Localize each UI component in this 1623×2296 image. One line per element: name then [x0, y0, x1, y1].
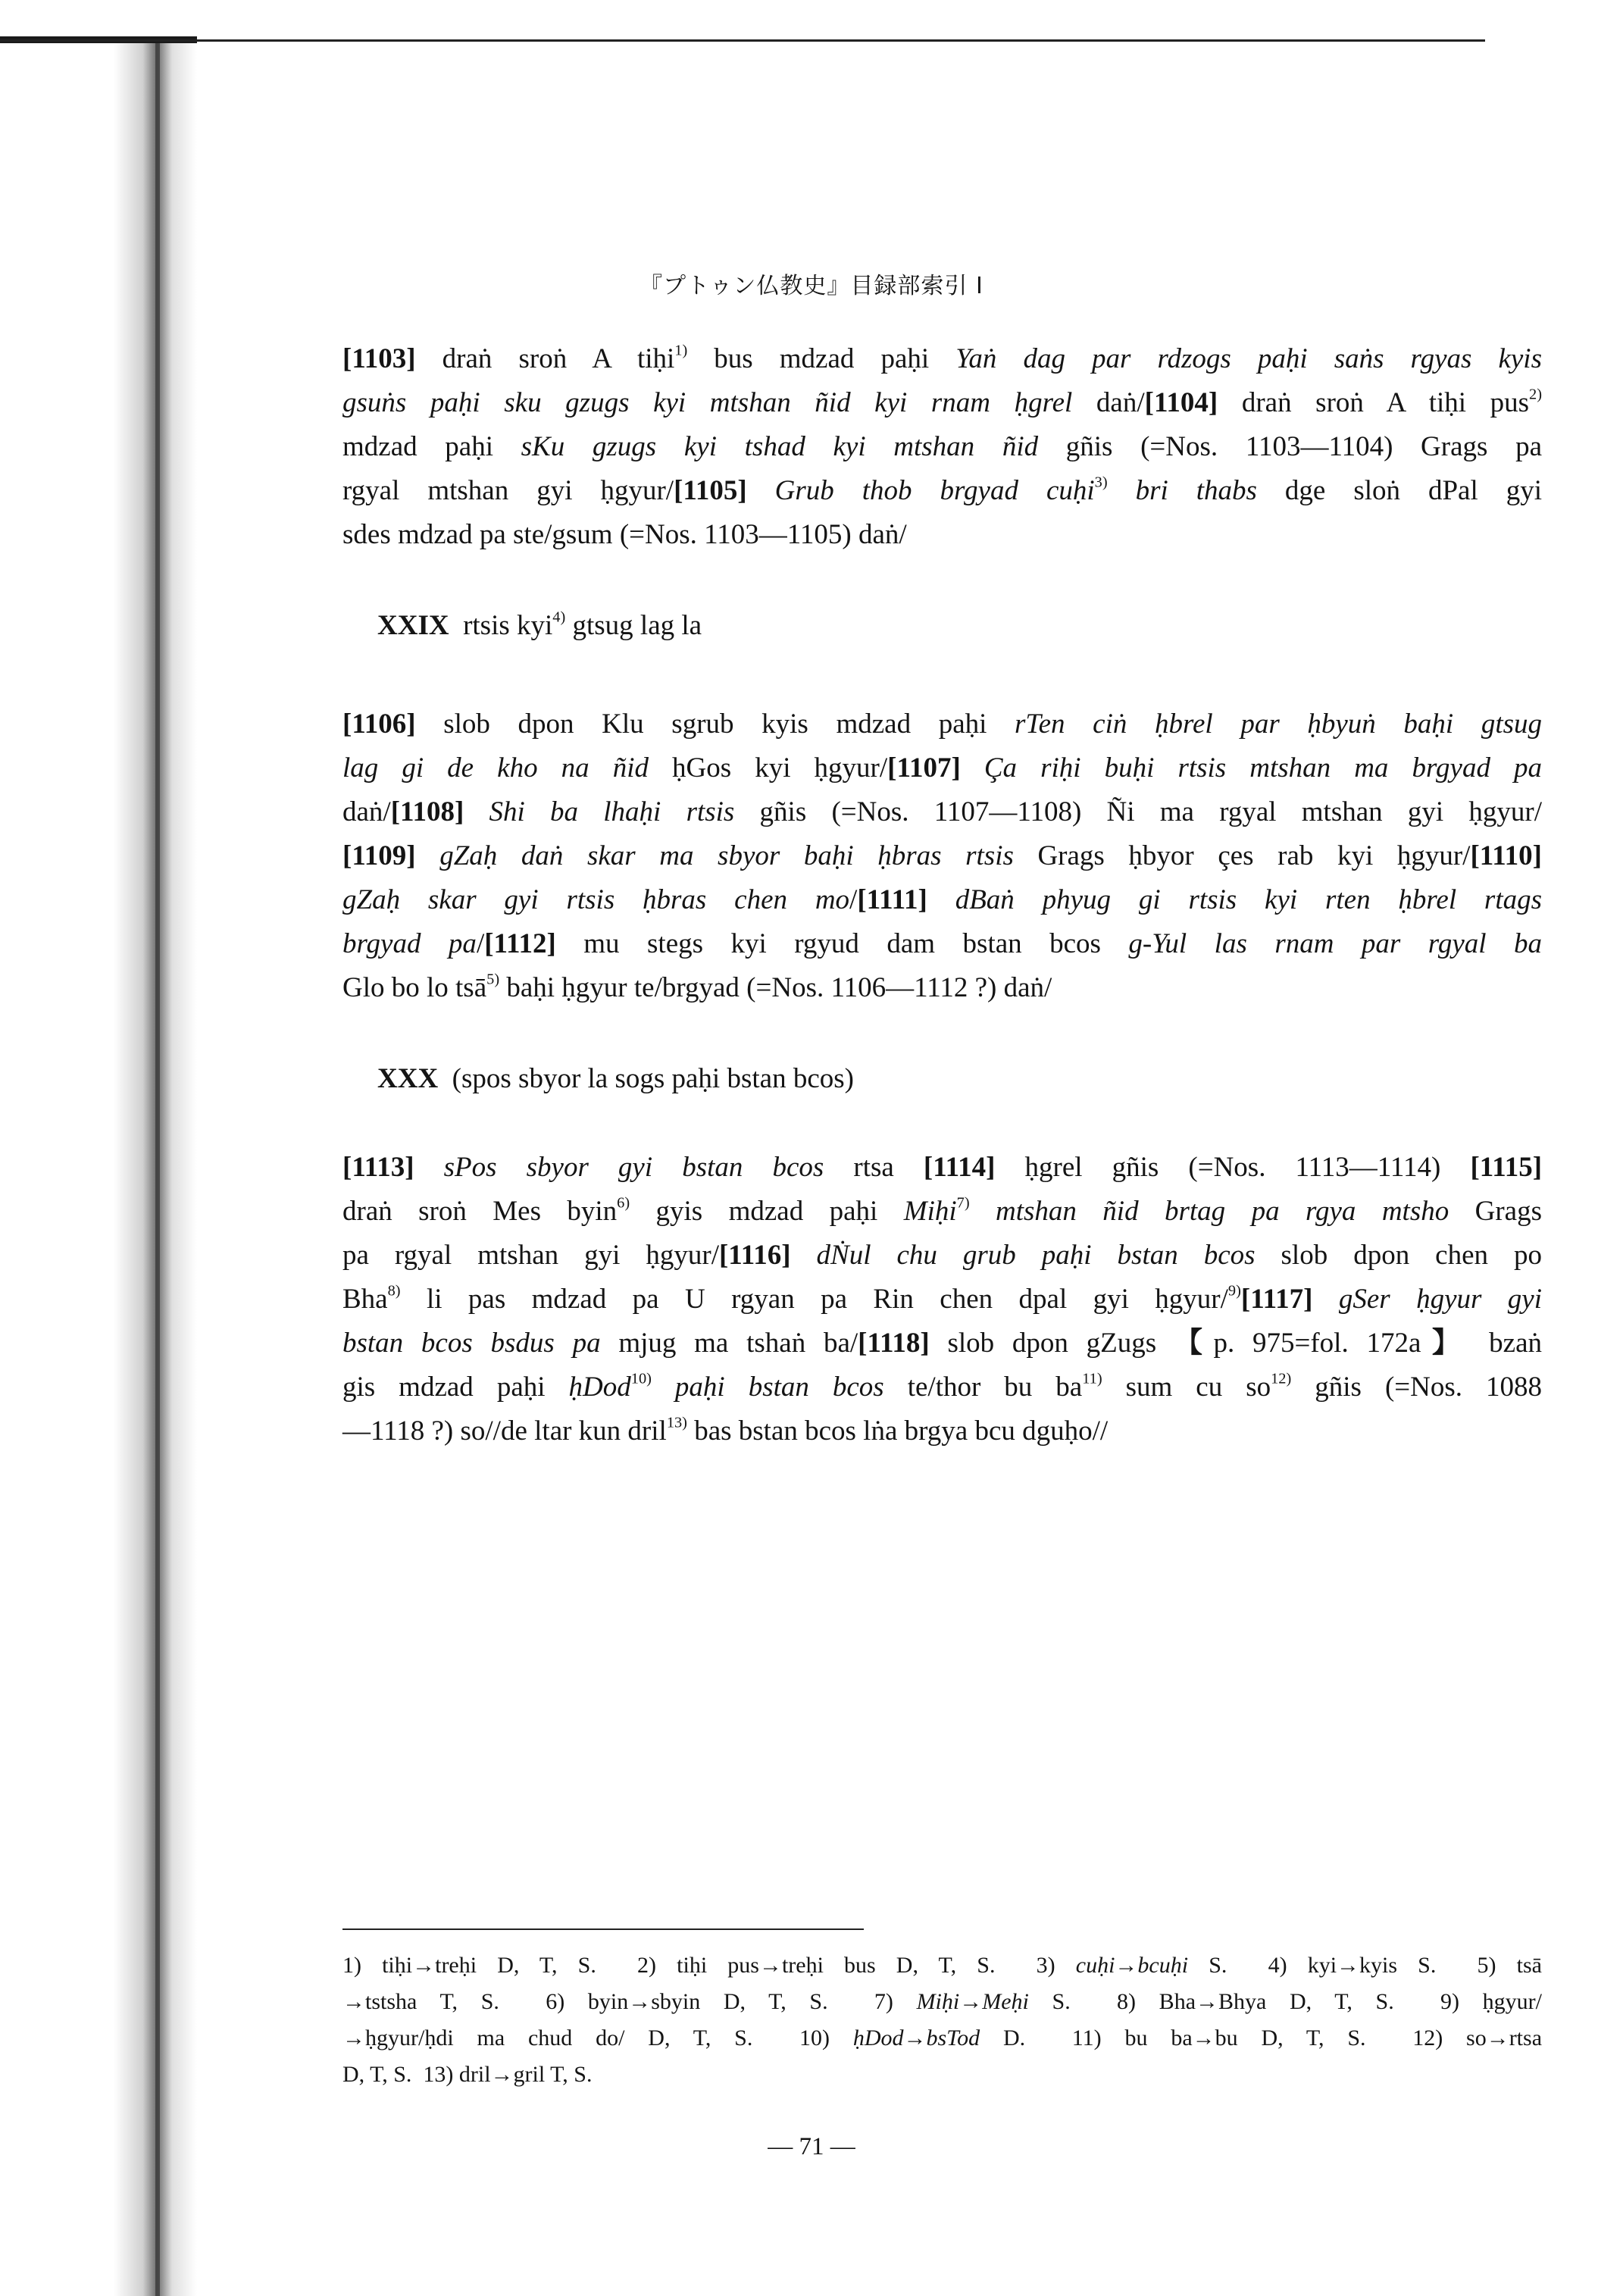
text-line	[342, 1322, 1542, 1365]
text-line	[342, 1947, 1542, 1984]
text-run: slob dpon chen po	[1255, 1240, 1543, 1271]
title-italic: sKu gzugs kyi tshad kyi mtshan ñid	[521, 431, 1039, 462]
section-title: rtsis kyi	[449, 610, 553, 641]
text-run	[961, 752, 984, 784]
section-title-cont: gtsug lag la	[565, 610, 702, 641]
footnote-ref: 6)	[617, 1194, 630, 1212]
text-run: draṅ sroṅ Mes byin	[342, 1196, 618, 1227]
text-run: daṅ/	[1072, 387, 1145, 418]
text-line	[342, 337, 1542, 381]
entry-number: [1113]	[342, 1152, 414, 1183]
entry-number: [1108]	[390, 796, 464, 827]
text-run: mu stegs kyi rgyud dam bstan bcos	[555, 928, 1129, 959]
text-run	[416, 840, 440, 871]
text-run: —1118 ?) so//de ltar kun dril	[342, 1415, 667, 1447]
entry-number: 】	[1421, 1328, 1471, 1359]
text-run: te/thor bu ba	[883, 1372, 1083, 1403]
section-numeral: XXIX	[377, 610, 449, 641]
footnote-ref: 12)	[1271, 1370, 1292, 1387]
text-run: bas bstan bcos lṅa brgya bcu dguḥo//	[686, 1415, 1109, 1447]
text-run: ḥGos kyi ḥgyur/	[648, 752, 888, 784]
text-run	[464, 796, 489, 827]
title-italic: rTen ciṅ ḥbrel par ḥbyuṅ baḥi gtsug	[1015, 709, 1543, 740]
title-italic: brgyad pa	[342, 928, 477, 959]
entry-number: [1107]	[887, 752, 961, 784]
title-italic: sPos sbyor gyi bstan bcos	[443, 1152, 824, 1183]
text-run: dge sloṅ dPal gyi	[1256, 475, 1543, 506]
footnote-ref: 13)	[666, 1414, 687, 1431]
text-line	[342, 1190, 1542, 1234]
text-line	[342, 790, 1542, 834]
entry-number: [1118]	[858, 1328, 930, 1359]
footnote-ref: 5)	[486, 971, 500, 988]
text-line	[342, 922, 1542, 966]
text-run: Grags ḥbyor çes rab kyi ḥgyur/	[1013, 840, 1471, 871]
section-title: (spos sbyor la sogs paḥi bstan bcos)	[438, 1063, 854, 1094]
entry-number: [1106]	[342, 709, 416, 740]
title-italic: gZaḥ skar gyi rtsis ḥbras chen mo	[342, 884, 850, 915]
text-line	[342, 1409, 1542, 1453]
entry-number: [1115]	[1470, 1152, 1543, 1183]
text-run: baḥi ḥgyur te/brgyad (=Nos. 1106—1112 ?) daṅ/	[499, 972, 1052, 1003]
text-run: S. 8) Bha→Bhya D, T, S. 9) ḥgyur/	[1028, 1989, 1543, 2014]
text-line	[342, 469, 1542, 513]
entry-number: [1110]	[1470, 840, 1542, 871]
footnote-ref: 8)	[387, 1282, 401, 1300]
text-run: S. 4) kyi→kyis S. 5) tsā	[1188, 1953, 1542, 1978]
text-run: →tstsha T, S. 6) byin→sbyin D, T, S. 7)	[342, 1989, 917, 2014]
paragraph-1113-1118	[342, 1146, 1542, 1453]
title-italic: mtshan ñid brtag pa rgya mtsho	[996, 1196, 1449, 1227]
text-line	[342, 1365, 1542, 1409]
text-line	[342, 2020, 1542, 2057]
title-italic: dṄul chu grub paḥi bstan bcos	[816, 1240, 1256, 1271]
text-run: draṅ sroṅ A tiḥi pus	[1218, 387, 1530, 418]
title-italic: gSer ḥgyur gyi	[1338, 1284, 1542, 1315]
text-run: 1) tiḥi→treḥi D, T, S. 2) tiḥi pus→treḥi bus D, T, S. 3)	[342, 1953, 1076, 1978]
text-line	[342, 1278, 1542, 1322]
title-italic: gsuṅs paḥi sku gzugs kyi mtshan ñid kyi rnam ḥgrel	[342, 387, 1073, 418]
title-italic: paḥi bstan bcos	[674, 1372, 884, 1403]
footnote-ref: 7)	[956, 1194, 970, 1212]
title-italic: bstan bcos bsdus pa	[342, 1328, 601, 1359]
text-run: bus mdzad paḥi	[687, 343, 956, 374]
title-italic: Grub thob brgyad cuḥi	[774, 475, 1095, 506]
entry-number: [1109]	[342, 840, 416, 871]
text-run: /	[849, 884, 858, 915]
title-italic: ḥDod→bsTod	[852, 2025, 980, 2050]
text-run: sdes mdzad pa ste/gsum (=Nos. 1103—1105) daṅ/	[342, 519, 907, 550]
text-line	[342, 1234, 1542, 1278]
text-run	[747, 475, 775, 506]
entry-number: [1116]	[718, 1240, 791, 1271]
title-italic: Ça riḥi buḥi rtsis mtshan ma brgyad pa	[983, 752, 1543, 784]
text-run: gñis (=Nos. 1103—1104) Grags pa	[1038, 431, 1543, 462]
text-run: sum cu so	[1102, 1372, 1271, 1403]
entry-number: [1111]	[857, 884, 927, 915]
text-line	[342, 746, 1542, 790]
text-run: gñis (=Nos. 1088	[1291, 1372, 1543, 1403]
text-run: mdzad paḥi	[342, 431, 521, 462]
title-italic: g-Yul las rnam par rgyal ba	[1128, 928, 1543, 959]
text-run: pa rgyal mtshan gyi ḥgyur/	[342, 1240, 719, 1271]
scan-page-edge	[155, 42, 160, 2296]
title-italic: cuḥi→bcuḥi	[1075, 1953, 1189, 1978]
section-heading-xxix	[377, 604, 702, 648]
text-line	[342, 381, 1542, 425]
text-line	[342, 1146, 1542, 1190]
text-run: slob dpon Klu sgrub kyis mdzad paḥi	[415, 709, 1015, 740]
text-line	[342, 513, 1542, 557]
text-line	[342, 1984, 1542, 2020]
text-run	[414, 1152, 444, 1183]
text-run	[927, 884, 955, 915]
text-run: li pas mdzad pa U rgyan pa Rin chen dpal gyi ḥgyur/	[400, 1284, 1228, 1315]
entry-number: [1105]	[674, 475, 747, 506]
paragraph-1103-1105	[342, 337, 1542, 557]
text-run: Glo bo lo tsā	[342, 972, 487, 1003]
footnote-rule	[342, 1928, 864, 1930]
text-run: ḥgrel gñis (=Nos. 1113—1114)	[995, 1152, 1471, 1183]
text-run: /	[476, 928, 485, 959]
text-run: Grags	[1449, 1196, 1542, 1227]
text-run: D, T, S. 13) dril→gril T, S.	[342, 2062, 593, 2087]
text-run: gyis mdzad paḥi	[630, 1196, 904, 1227]
text-run: bzaṅ	[1471, 1328, 1542, 1359]
footnote-ref: 3)	[1094, 474, 1108, 491]
text-run: rgyal mtshan gyi ḥgyur/	[342, 475, 674, 506]
text-run: gñis (=Nos. 1107—1108) Ñi ma rgyal mtshan gyi ḥgyur/	[734, 796, 1542, 827]
footnote-ref: 10)	[630, 1370, 652, 1387]
text-run	[970, 1196, 996, 1227]
title-italic: Shi ba lhaḥi rtsis	[489, 796, 735, 827]
text-run	[791, 1240, 817, 1271]
section-numeral: XXX	[377, 1063, 439, 1094]
footnote-ref: 11)	[1082, 1370, 1102, 1387]
text-line	[342, 966, 1542, 1010]
top-rule	[0, 39, 1485, 42]
text-run: →ḥgyur/ḥdi ma chud do/ D, T, S. 10)	[342, 2025, 853, 2050]
text-line	[342, 2057, 1542, 2093]
entry-number: 【	[1174, 1328, 1214, 1359]
text-run	[652, 1372, 675, 1403]
paragraph-1106-1112	[342, 702, 1542, 1010]
section-heading-xxx	[377, 1057, 854, 1101]
text-run: D. 11) bu ba→bu D, T, S. 12) so→rtsa	[980, 2025, 1543, 2050]
text-run: slob dpon gZugs	[929, 1328, 1174, 1359]
footnote-ref: 4)	[552, 608, 566, 626]
running-head: 『プトゥン仏教史』目録部索引 I	[640, 273, 983, 299]
title-italic: bri thabs	[1135, 475, 1257, 506]
title-italic: Miḥi	[903, 1196, 957, 1227]
footnote-ref: 9)	[1227, 1282, 1241, 1300]
text-line	[342, 425, 1542, 469]
entry-number: [1104]	[1144, 387, 1218, 418]
footnote-ref: 2)	[1529, 386, 1542, 403]
footnote-ref: 1)	[674, 342, 688, 359]
title-italic: ḥDod	[568, 1372, 631, 1403]
text-run: mjug ma tshaṅ ba/	[600, 1328, 858, 1359]
title-italic: Miḥi→Meḥi	[916, 1989, 1029, 2014]
entry-number: [1112]	[484, 928, 556, 959]
title-italic: lag gi de kho na ñid	[342, 752, 649, 784]
text-run: Bha	[342, 1284, 388, 1315]
text-line	[342, 702, 1542, 746]
entry-number: [1103]	[342, 343, 416, 374]
text-run	[1312, 1284, 1338, 1315]
text-run: gis mdzad paḥi	[342, 1372, 569, 1403]
footnotes	[342, 1947, 1542, 2093]
text-run: rtsa	[824, 1152, 924, 1183]
entry-number: [1114]	[923, 1152, 996, 1183]
text-run: draṅ sroṅ A tiḥi	[415, 343, 675, 374]
title-italic: Yaṅ dag par rdzogs paḥi saṅs rgyas kyis	[955, 343, 1542, 374]
text-run: daṅ/	[342, 796, 391, 827]
text-line	[342, 878, 1542, 922]
text-line	[342, 834, 1542, 878]
entry-number: [1117]	[1240, 1284, 1313, 1315]
title-italic: dBaṅ phyug gi rtsis kyi rten ḥbrel rtags	[955, 884, 1543, 915]
page-number: — 71 —	[768, 2133, 855, 2160]
title-italic: gZaḥ daṅ skar ma sbyor baḥi ḥbras rtsis	[439, 840, 1014, 871]
text-run	[1108, 475, 1136, 506]
text-run: p. 975=fol. 172a	[1213, 1328, 1421, 1359]
